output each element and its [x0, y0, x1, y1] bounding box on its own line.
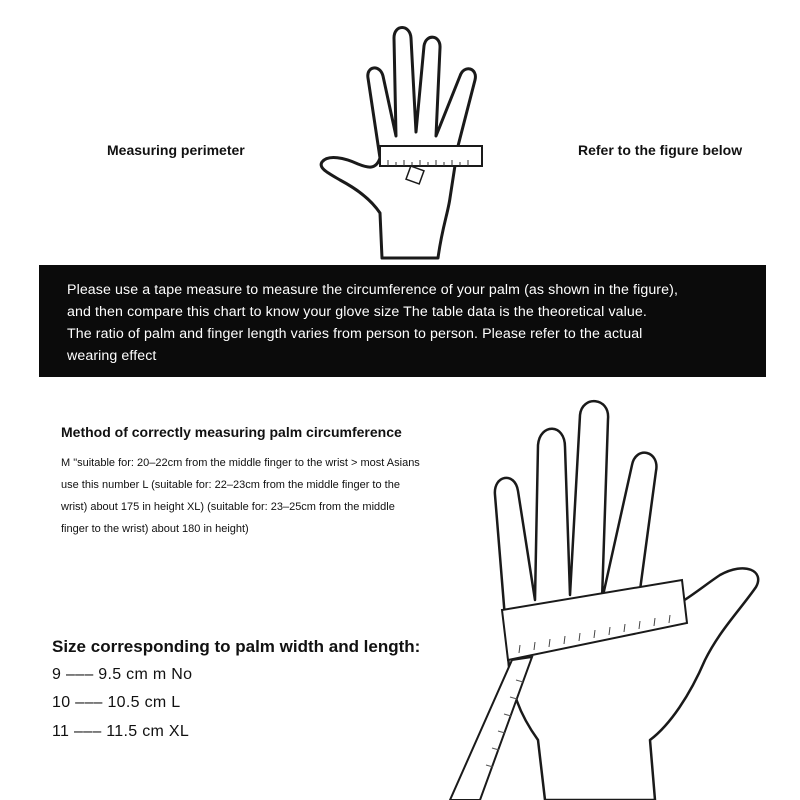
- method-line: finger to the wrist) about 180 in height): [61, 523, 249, 535]
- size-row: 11 ––– 11.5 cm XL: [52, 723, 190, 740]
- top-hand-illustration: [310, 8, 515, 263]
- size-row: 10 ––– 10.5 cm L: [52, 694, 181, 711]
- size-row: 9 ––– 9.5 cm m No: [52, 666, 193, 683]
- method-line: use this number L (suitable for: 22–23cm from the middle finger to the: [61, 479, 400, 491]
- banner-line: and then compare this chart to know your glove size The table data is the theoretical value.: [67, 304, 647, 320]
- method-title: Method of correctly measuring palm circumference: [61, 424, 402, 440]
- banner-line: The ratio of palm and finger length varies from person to person. Please refer to the actual: [67, 326, 643, 342]
- banner-line: wearing effect: [67, 348, 157, 364]
- measuring-perimeter-label: Measuring perimeter: [107, 142, 245, 158]
- hand-with-tape-measure-icon: [310, 8, 515, 263]
- size-title: Size corresponding to palm width and length:: [52, 637, 421, 656]
- method-line: M "suitable for: 20–22cm from the middle finger to the wrist > most Asians: [61, 457, 420, 469]
- hand-with-tape-measure-icon: [420, 395, 785, 800]
- banner-line: Please use a tape measure to measure the circumference of your palm (as shown in the figure),: [67, 282, 678, 298]
- bottom-hand-illustration: [420, 395, 785, 800]
- refer-figure-label: Refer to the figure below: [578, 142, 743, 158]
- instruction-banner: [39, 265, 766, 377]
- method-line: wrist) about 175 in height XL) (suitable for: 23–25cm from the middle: [61, 501, 395, 513]
